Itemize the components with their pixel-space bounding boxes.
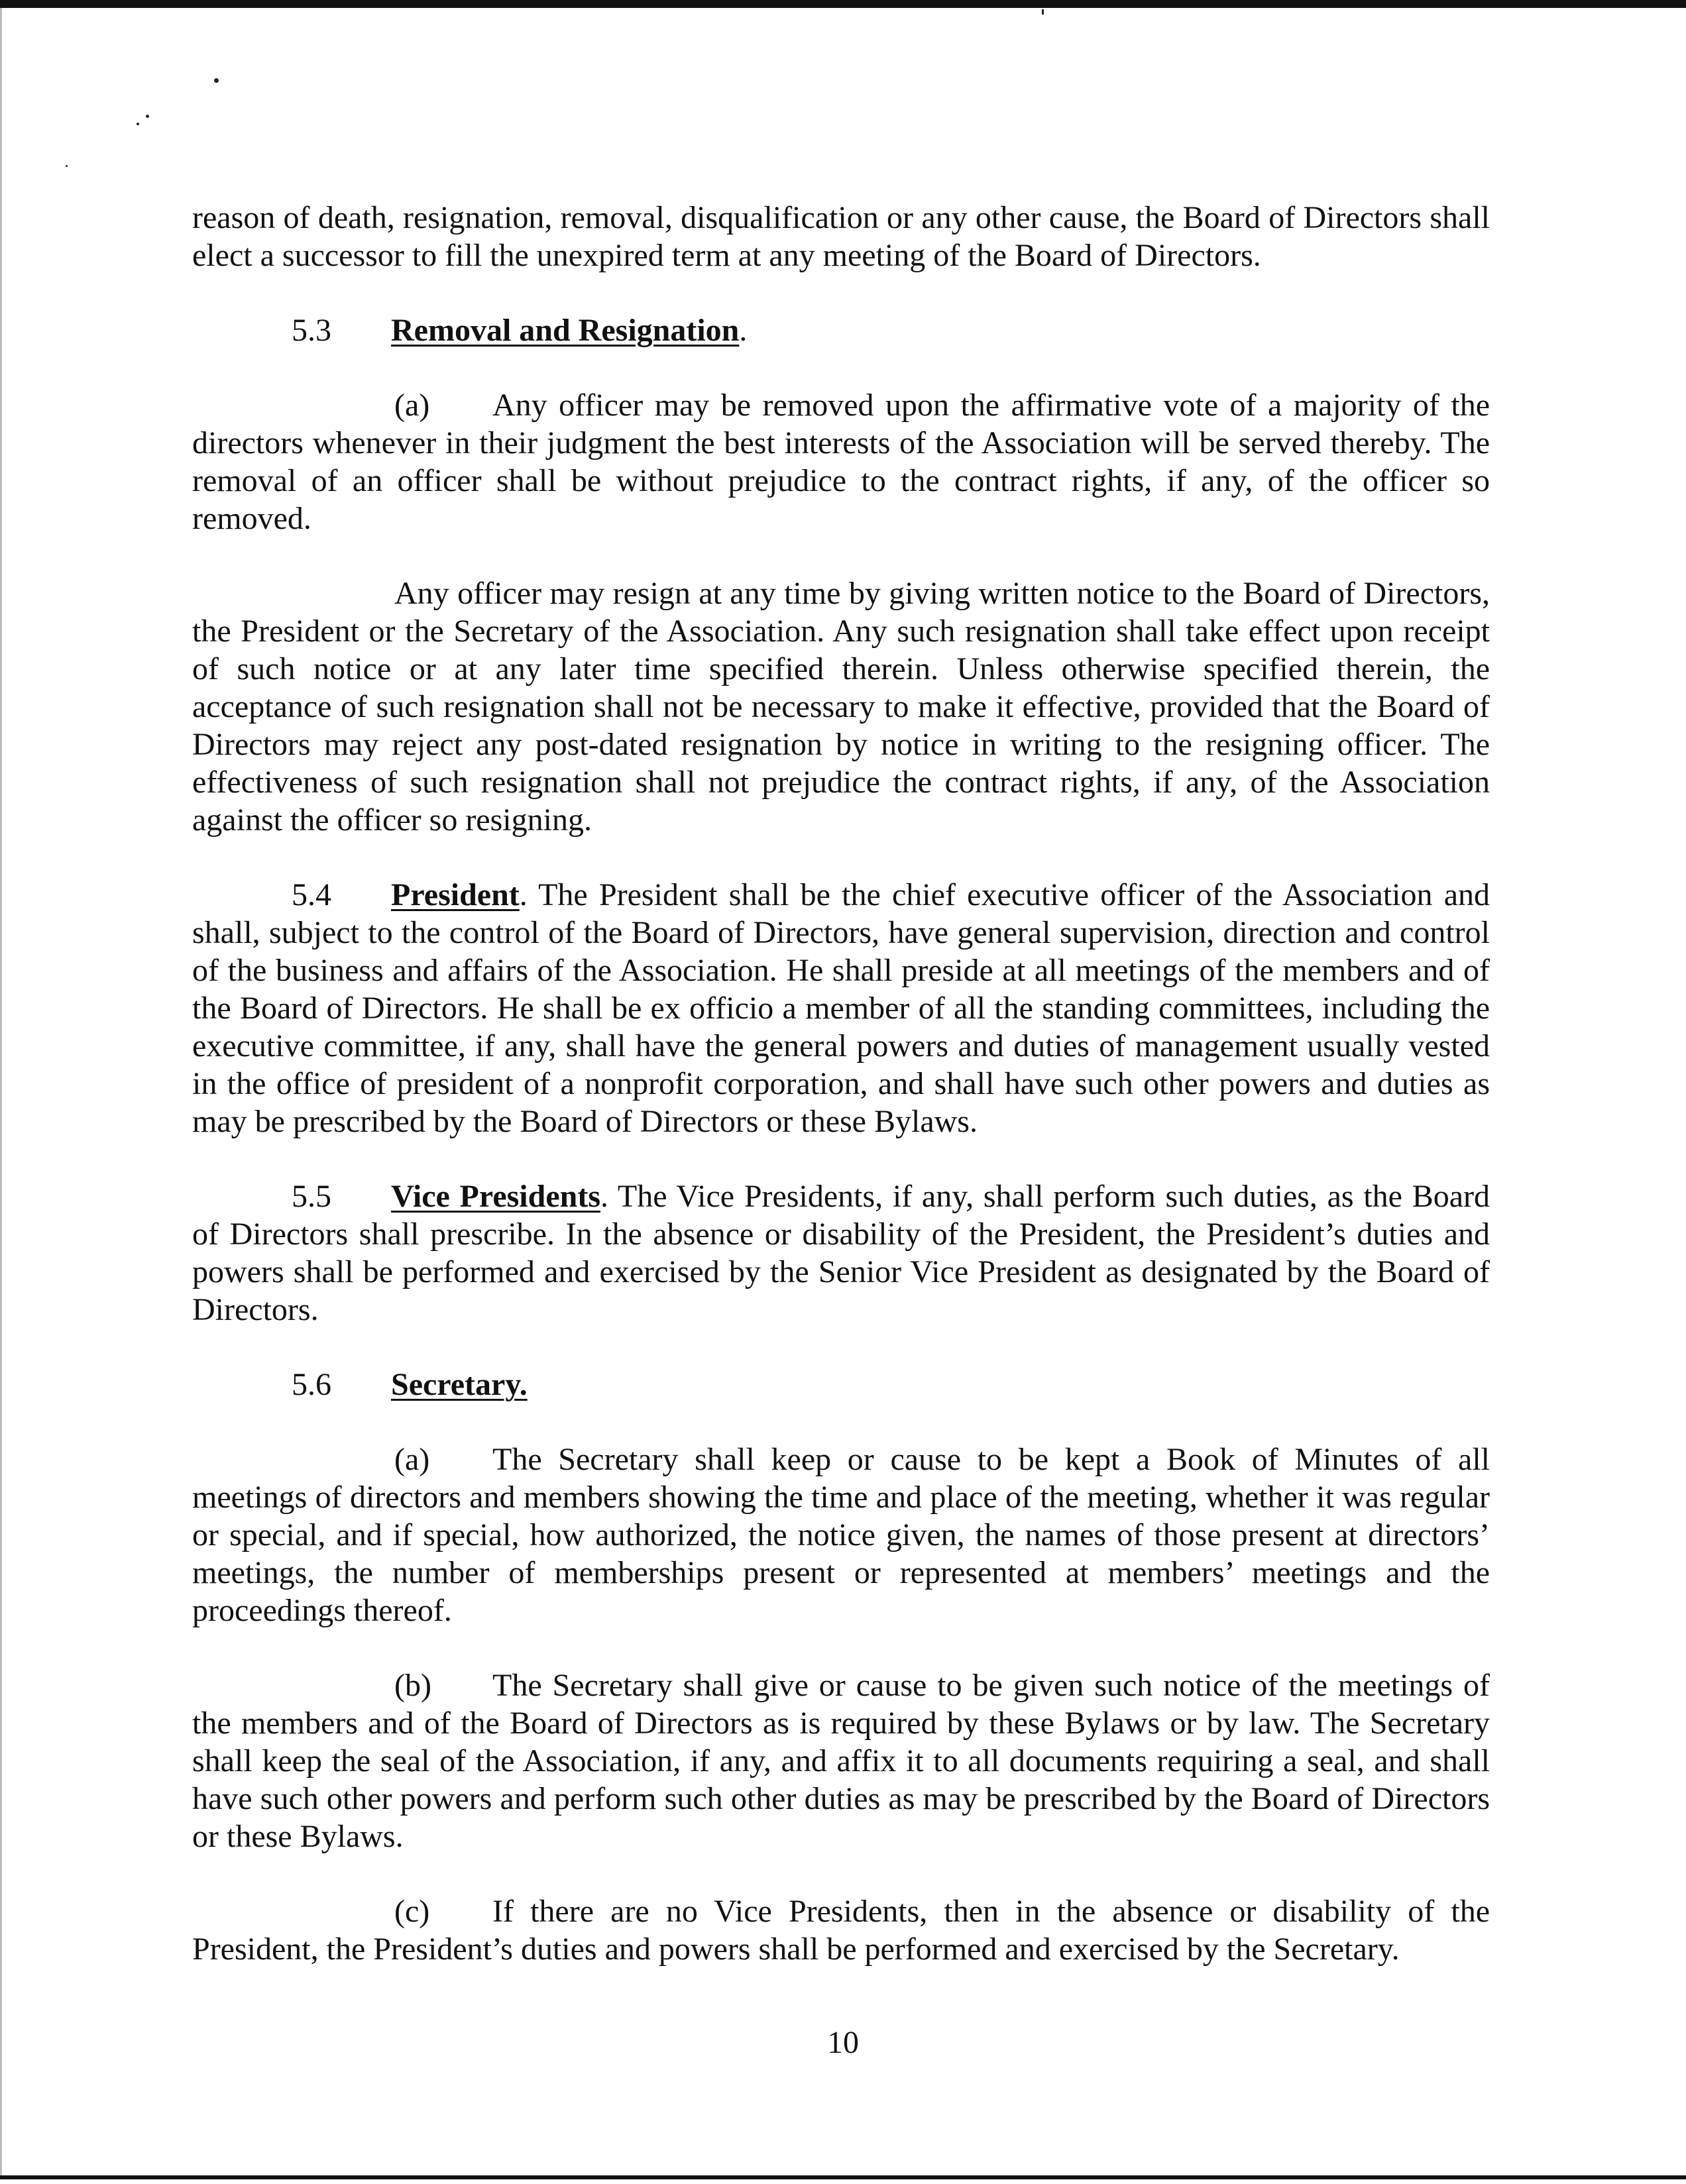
page-number: 10 <box>827 2025 859 2060</box>
section-number: 5.4 <box>292 877 331 912</box>
section-number: 5.6 <box>292 1367 331 1402</box>
paragraph-text: Any officer may be removed upon the affirmative vote of a majority of the directors whenever in their judgment the best interests of the Association will be served thereby. The removal of an officer shall be without prejudice to the contract rights, if any, of the officer so removed. <box>192 388 1490 536</box>
section-5-3-heading <box>292 311 1490 349</box>
section-5-6-paragraph-c <box>192 1892 1490 1968</box>
paragraph-text: If there are no Vice Presidents, then in the absence or disability of the President, the President’s duties and powers shall be performed and exercised by the Secretary. <box>192 1894 1490 1967</box>
section-5-6-heading <box>292 1366 1490 1403</box>
scan-speck <box>137 123 139 125</box>
section-title-punct: . <box>600 1179 608 1214</box>
scan-speck <box>1042 9 1044 15</box>
bottom-border-rule <box>0 2175 1686 2179</box>
section-5-3-paragraph-a <box>192 386 1490 537</box>
section-5-6-paragraph-a <box>192 1441 1490 1629</box>
section-title: Secretary. <box>391 1367 528 1402</box>
section-5-4-paragraph <box>192 876 1490 1140</box>
paragraph-text: The Secretary shall keep or cause to be kept a Book of Minutes of all meetings of directors and members showing the time and place of the meeting, whether it was regular or special, and if special, how authorized, the notice given, the names of those present at directors’ meetings, the number of memberships present or represented at members’ meetings and the proceedings thereof. <box>192 1442 1490 1628</box>
section-text: The President shall be the chief executive officer of the Association and shall, subject to the control of the Board of Directors, have general supervision, direction and control of the business and affairs of the Association. He shall preside at all meetings of the members and of the Board of Directors. He shall be ex officio a member of all the standing committees, including the executive committee, if any, shall have the general powers and duties of management usually vested in the office of president of a nonprofit corporation, and shall have such other powers and duties as may be prescribed by the Board of Directors or these Bylaws. <box>192 877 1490 1139</box>
paragraph-label: (b) <box>394 1668 431 1703</box>
paragraph-label: (c) <box>394 1894 430 1929</box>
scan-speck <box>214 78 219 83</box>
top-border-rule <box>0 0 1686 8</box>
section-title-punct: . <box>519 877 528 912</box>
scan-speck <box>146 115 149 118</box>
opening-paragraph: reason of death, resignation, removal, disqualification or any other cause, the Board of Directors shall elect a successor to fill the unexpired term at any meeting of the Board of Directors. <box>192 200 1490 273</box>
section-text: The Vice Presidents, if any, shall perform such duties, as the Board of Directors shall prescribe. In the absence or disability of the President, the President’s duties and powers shall be performed and exercised by the Senior Vice President as designated by the Board of Directors. <box>192 1179 1490 1327</box>
section-title-punct: . <box>739 313 748 348</box>
section-5-5-paragraph <box>192 1177 1490 1329</box>
section-5-3-paragraph-resignation: Any officer may resign at any time by giving written notice to the Board of Directors, the President or the Secretary of the Association. Any such resignation shall take effect upon receipt of such notice or at any later time specified therein. Unless otherwise specified therein, the acceptance of such resignation shall not be necessary to make it effective, provided that the Board of Directors may reject any post-dated resignation by notice in writing to the resigning officer. The effectiveness of such resignation shall not prejudice the contract rights, if any, of the Association against the officer so resigning. <box>192 576 1490 838</box>
paragraph-label: (a) <box>394 388 430 423</box>
section-title: President <box>391 877 520 912</box>
paragraph-label: (a) <box>394 1442 430 1477</box>
section-number: 5.5 <box>292 1179 331 1214</box>
document-page <box>192 199 1490 1968</box>
left-scan-edge <box>0 8 2 2175</box>
section-5-6-paragraph-b <box>192 1666 1490 1855</box>
section-number: 5.3 <box>292 313 331 348</box>
scan-speck <box>66 165 68 167</box>
paragraph-text: The Secretary shall give or cause to be given such notice of the meetings of the members and of the Board of Directors as is required by these Bylaws or by law. The Secretary shall keep the seal of the Association, if any, and affix it to all documents requiring a seal, and shall have such other powers and perform such other duties as may be prescribed by the Board of Directors or these Bylaws. <box>192 1668 1490 1854</box>
section-title: Vice Presidents <box>391 1179 600 1214</box>
section-title: Removal and Resignation <box>391 313 740 348</box>
